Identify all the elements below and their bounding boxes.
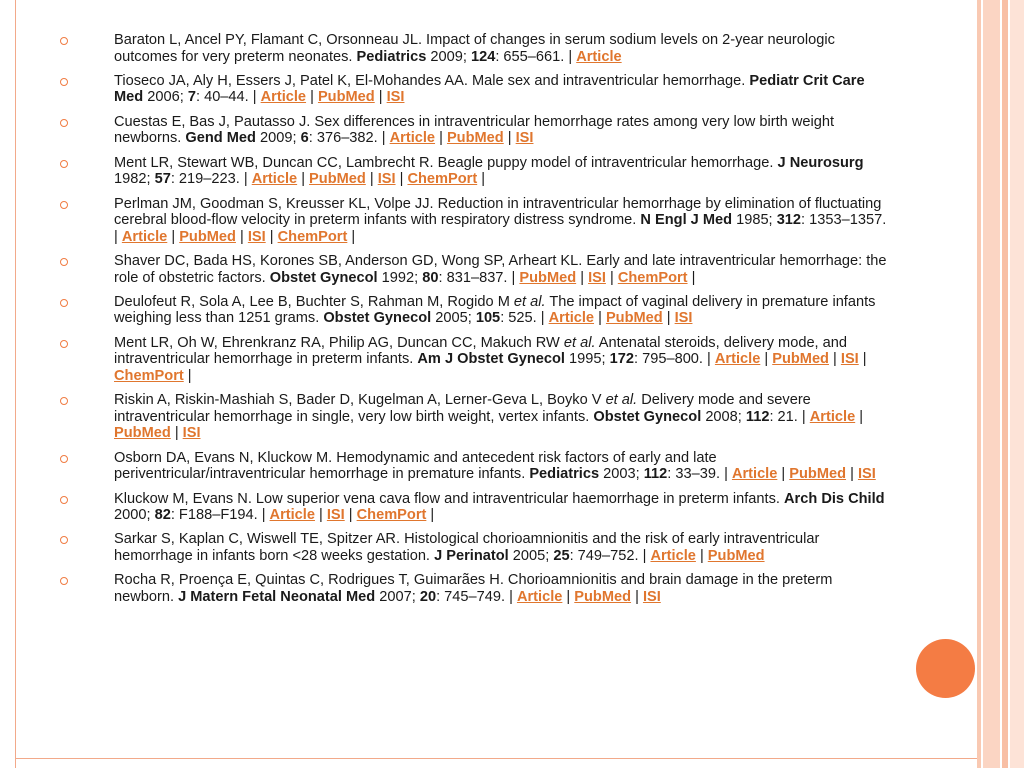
reference-link-article[interactable]: Article: [650, 548, 696, 564]
decorative-stripes: [977, 0, 1024, 768]
reference-item: Sarkar S, Kaplan C, Wiswell TE, Spitzer AR. Histological chorioamnionitis and the risk of early intraventricular hemorrhage in infants born <28 weeks gestation. J Perinatol 2005; 25: 749–752. | Article | PubMed: [58, 531, 888, 564]
reference-authors: Kluckow M, Evans N. Low superior vena cava flow and intraventricular haemorrhage in preterm infants.: [114, 490, 780, 507]
stripe: [1002, 0, 1008, 768]
reference-link-pubmed[interactable]: PubMed: [446, 130, 504, 147]
bullet-circle-icon: [60, 455, 68, 463]
stripe: [983, 0, 1000, 768]
reference-link-article[interactable]: Article: [714, 351, 761, 368]
reference-pages: : 831–837.: [438, 269, 508, 286]
reference-year: 2003;: [603, 466, 640, 483]
reference-authors: Tioseco JA, Aly H, Essers J, Patel K, El-Mohandes AA. Male sex and intraventricular hemorrhage.: [114, 72, 746, 89]
reference-volume: 20: [419, 588, 437, 605]
reference-year: 2000;: [114, 507, 151, 524]
reference-volume: 80: [422, 269, 439, 286]
reference-link-pubmed[interactable]: PubMed: [772, 351, 829, 368]
reference-item: Ment LR, Oh W, Ehrenkranz RA, Philip AG, Duncan CC, Makuch RW et al. Antenatal steroids, delivery mode, and intraventricular hemorrhage in preterm infants. Am J Obstet Gynecol 1995; 172: 795–800. | Article | PubMed | ISI | ChemPort |: [58, 335, 888, 385]
reference-link-article[interactable]: Article: [121, 228, 168, 245]
reference-etal: et al.: [563, 334, 596, 351]
reference-item: Ment LR, Stewart WB, Duncan CC, Lambrecht R. Beagle puppy model of intraventricular hemorrhage. J Neurosurg 1982; 57: 219–223. | Article | PubMed | ISI | ChemPort |: [58, 155, 888, 188]
reference-list: [58, 32, 888, 613]
reference-link-isi[interactable]: ISI: [386, 89, 405, 106]
reference-link-article[interactable]: Article: [731, 466, 778, 483]
reference-title: Delivery mode and severe intraventricular hemorrhage in single, very low birth weight, vertex infants.: [114, 392, 811, 425]
reference-year: 2005;: [512, 548, 550, 564]
bullet-circle-icon: [60, 299, 68, 307]
reference-year: 2005;: [435, 310, 472, 327]
reference-pages: : 655–661.: [495, 48, 565, 65]
reference-item: Osborn DA, Evans N, Kluckow M. Hemodynamic and antecedent risk factors of early and late periventricular/intraventricular hemorrhage in premature infants. Pediatrics 2003; 112: 33–39. | Article | PubMed | ISI: [58, 450, 888, 483]
reference-item: Deulofeut R, Sola A, Lee B, Buchter S, Rahman M, Rogido M et al. The impact of vaginal delivery in premature infants weighing less than 1251 grams. Obstet Gynecol 2005; 105: 525. | Article | PubMed | ISI: [58, 294, 888, 327]
reference-journal: Pediatrics: [356, 48, 427, 65]
reference-item: Shaver DC, Bada HS, Korones SB, Anderson GD, Wong SP, Arheart KL. Early and late intraventricular hemorrhage: the role of obstetric factors. Obstet Gynecol 1992; 80: 831–837. | PubMed | ISI | ChemPort |: [58, 253, 888, 286]
reference-link-article[interactable]: Article: [576, 48, 622, 65]
decorative-circle: [916, 639, 975, 698]
reference-item: Riskin A, Riskin-Mashiah S, Bader D, Kugelman A, Lerner-Geva L, Boyko V et al. Delivery mode and severe intraventricular hemorrhage in single, very low birth weight, vertex infants. Obstet Gynecol 2008; 112: 21. | Article | PubMed | ISI: [58, 392, 888, 442]
reference-journal: Am J Obstet Gynecol: [417, 351, 565, 368]
reference-link-isi[interactable]: ISI: [182, 425, 201, 442]
reference-journal: Pediatrics: [529, 466, 600, 483]
reference-link-article[interactable]: Article: [389, 130, 436, 147]
reference-link-pubmed[interactable]: PubMed: [317, 89, 375, 106]
reference-etal: et al.: [605, 392, 638, 409]
reference-link-pubmed[interactable]: PubMed: [519, 269, 577, 286]
reference-volume: 124: [470, 48, 496, 65]
reference-link-article[interactable]: Article: [269, 507, 315, 524]
reference-pages: : 40–44.: [195, 89, 249, 106]
bullet-circle-icon: [60, 78, 68, 86]
reference-etal: et al.: [513, 293, 546, 310]
reference-link-isi[interactable]: ISI: [642, 588, 661, 605]
reference-link-isi[interactable]: ISI: [588, 269, 606, 286]
bullet-circle-icon: [60, 119, 68, 127]
bullet-circle-icon: [60, 536, 68, 544]
reference-pages: : 745–749.: [436, 588, 506, 605]
reference-authors: Osborn DA, Evans N, Kluckow M. Hemodynamic and antecedent risk factors of early and late periventricular/intraventricular hemorrhage in premature infants.: [114, 449, 717, 483]
reference-item: Rocha R, Proença E, Quintas C, Rodrigues T, Guimarães H. Chorioamnionitis and brain damage in the preterm newborn. J Matern Fetal Neonatal Med 2007; 20: 745–749. | Article | PubMed | ISI: [58, 572, 888, 605]
reference-link-isi[interactable]: ISI: [326, 507, 345, 524]
reference-year: 2009;: [430, 48, 467, 65]
reference-link-chemport[interactable]: ChemPort: [356, 507, 427, 524]
reference-year: 1985;: [736, 212, 773, 229]
stripe: [977, 0, 981, 768]
bullet-circle-icon: [60, 577, 68, 585]
reference-item: Perlman JM, Goodman S, Kreusser KL, Volpe JJ. Reduction in intraventricular hemorrhage by elimination of fluctuating cerebral blood-flow velocity in preterm infants with respiratory distress syndrome. N Engl J Med 1985; 312: 1353–1357. | Article | PubMed | ISI | ChemPort |: [58, 196, 888, 246]
reference-volume: 7: [187, 89, 196, 106]
reference-link-pubmed[interactable]: PubMed: [707, 548, 765, 564]
reference-volume: 6: [300, 130, 309, 147]
reference-link-isi[interactable]: ISI: [857, 466, 876, 483]
reference-journal: N Engl J Med: [640, 212, 733, 229]
reference-link-article[interactable]: Article: [809, 408, 856, 425]
reference-link-pubmed[interactable]: PubMed: [309, 171, 366, 188]
reference-link-chemport[interactable]: ChemPort: [407, 171, 478, 188]
reference-link-pubmed[interactable]: PubMed: [179, 228, 236, 245]
reference-link-article[interactable]: Article: [548, 310, 595, 327]
reference-item: Tioseco JA, Aly H, Essers J, Patel K, El-Mohandes AA. Male sex and intraventricular hemorrhage. Pediatr Crit Care Med 2006; 7: 40–44. | Article | PubMed | ISI: [58, 73, 888, 106]
reference-volume: 105: [475, 310, 501, 327]
reference-authors: Baraton L, Ancel PY, Flamant C, Orsonneau JL. Impact of changes in serum sodium levels on 2-year neurologic outcomes for very preterm neonates.: [114, 32, 835, 65]
reference-title: The impact of vaginal delivery in premature infants weighing less than 1251 grams.: [114, 293, 876, 327]
reference-link-isi[interactable]: ISI: [515, 130, 534, 147]
reference-item: Kluckow M, Evans N. Low superior vena cava flow and intraventricular haemorrhage in preterm infants. Arch Dis Child 2000; 82: F188–F194. | Article | ISI | ChemPort |: [58, 491, 888, 524]
reference-pages: : 749–752.: [569, 548, 639, 564]
bullet-circle-icon: [60, 340, 68, 348]
reference-volume: 312: [776, 212, 802, 229]
reference-pages: : 219–223.: [170, 171, 240, 188]
reference-pages: : 525.: [500, 310, 537, 327]
stripe: [1010, 0, 1024, 768]
reference-volume: 25: [553, 548, 570, 564]
reference-pages: : 21.: [769, 408, 798, 425]
reference-link-isi[interactable]: ISI: [840, 351, 859, 368]
reference-volume: 82: [154, 507, 171, 524]
reference-pages: : 33–39.: [667, 466, 721, 483]
reference-volume: 172: [609, 351, 634, 368]
reference-authors: Cuestas E, Bas J, Pautasso J. Sex differences in intraventricular hemorrhage rates among very low birth weight newborns.: [114, 113, 835, 147]
reference-link-article[interactable]: Article: [260, 89, 307, 106]
reference-journal: Pediatr Crit Care Med: [114, 72, 865, 106]
reference-volume: 57: [154, 171, 171, 188]
left-frame-line: [15, 0, 16, 768]
reference-year: 1982;: [114, 171, 151, 188]
reference-link-isi[interactable]: ISI: [674, 310, 693, 327]
reference-link-pubmed[interactable]: PubMed: [574, 588, 632, 605]
reference-item: Cuestas E, Bas J, Pautasso J. Sex differences in intraventricular hemorrhage rates among very low birth weight newborns. Gend Med 2009; 6: 376–382. | Article | PubMed | ISI: [58, 114, 888, 147]
reference-authors: Perlman JM, Goodman S, Kreusser KL, Volpe JJ. Reduction in intraventricular hemorrhage by elimination of fluctuating cerebral blood-flow velocity in preterm infants with respiratory distress syndrome.: [114, 195, 882, 229]
reference-link-chemport[interactable]: ChemPort: [277, 228, 348, 245]
reference-authors: Rocha R, Proença E, Quintas C, Rodrigues T, Guimarães H. Chorioamnionitis and brain damage in the preterm newborn.: [114, 572, 833, 605]
bottom-frame-line: [15, 758, 977, 759]
reference-link-chemport[interactable]: ChemPort: [617, 269, 688, 286]
bullet-circle-icon: [60, 496, 68, 504]
reference-link-pubmed[interactable]: PubMed: [605, 310, 663, 327]
reference-link-pubmed[interactable]: PubMed: [114, 425, 171, 442]
bullet-circle-icon: [60, 397, 68, 405]
reference-authors: Shaver DC, Bada HS, Korones SB, Anderson GD, Wong SP, Arheart KL. Early and late intraventricular hemorrhage: the role of obstetric factors.: [114, 252, 887, 286]
bullet-circle-icon: [60, 160, 68, 168]
reference-item: Baraton L, Ancel PY, Flamant C, Orsonneau JL. Impact of changes in serum sodium levels on 2-year neurologic outcomes for very preterm neonates. Pediatrics 2009; 124: 655–661. | Article: [58, 32, 888, 65]
reference-pages: : 795–800.: [634, 351, 703, 368]
reference-year: 2007;: [379, 588, 416, 605]
reference-journal: J Matern Fetal Neonatal Med: [178, 588, 376, 605]
reference-link-article[interactable]: Article: [516, 588, 563, 605]
reference-volume: 112: [745, 408, 770, 425]
reference-pages: : 376–382.: [308, 130, 378, 147]
reference-authors: Riskin A, Riskin-Mashiah S, Bader D, Kugelman A, Lerner-Geva L, Boyko V: [114, 392, 602, 409]
reference-journal: Arch Dis Child: [784, 490, 885, 507]
reference-journal: J Perinatol: [434, 548, 509, 564]
reference-title: Antenatal steroids, delivery mode, and intraventricular hemorrhage in preterm infants.: [114, 334, 848, 368]
bullet-circle-icon: [60, 258, 68, 266]
reference-authors: Deulofeut R, Sola A, Lee B, Buchter S, Rahman M, Rogido M: [114, 293, 510, 310]
reference-journal: Obstet Gynecol: [593, 408, 702, 425]
bullet-circle-icon: [60, 37, 68, 45]
reference-link-article[interactable]: Article: [251, 171, 298, 188]
reference-volume: 112: [643, 466, 668, 483]
reference-year: 1992;: [381, 269, 419, 286]
reference-year: 1995;: [569, 351, 606, 368]
reference-journal: Gend Med: [185, 130, 256, 147]
reference-journal: J Neurosurg: [777, 154, 864, 171]
reference-year: 2006;: [147, 89, 184, 106]
reference-link-isi[interactable]: ISI: [247, 228, 266, 245]
reference-link-pubmed[interactable]: PubMed: [789, 466, 847, 483]
reference-year: 2008;: [705, 408, 742, 425]
reference-authors: Ment LR, Oh W, Ehrenkranz RA, Philip AG, Duncan CC, Makuch RW: [114, 334, 560, 351]
reference-link-isi[interactable]: ISI: [377, 171, 396, 188]
bullet-circle-icon: [60, 201, 68, 209]
reference-pages: : F188–F194.: [170, 507, 258, 524]
reference-authors: Ment LR, Stewart WB, Duncan CC, Lambrecht R. Beagle puppy model of intraventricular hemorrhage.: [114, 154, 774, 171]
reference-pages: : 1353–1357.: [801, 212, 887, 229]
reference-link-chemport[interactable]: ChemPort: [114, 367, 184, 384]
reference-journal: Obstet Gynecol: [323, 310, 432, 327]
reference-journal: Obstet Gynecol: [269, 269, 378, 286]
reference-authors: Sarkar S, Kaplan C, Wiswell TE, Spitzer AR. Histological chorioamnionitis and the risk of early intraventricular hemorrhage in infants born <28 weeks gestation.: [114, 531, 820, 564]
reference-year: 2009;: [260, 130, 297, 147]
